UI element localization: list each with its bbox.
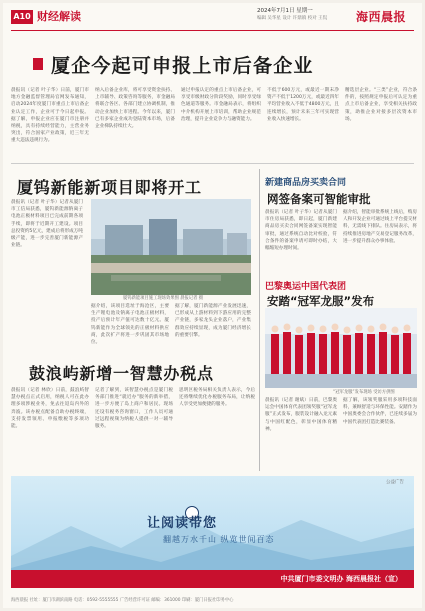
side1-col2: 据介绍，智能审批系统上线后，购房人和开发企业可通过线上平台提交材料，无需线下排队。住房局表示，将持续推进房地产交易登记服务改革，进一步提升群众办事体验。 [343,210,417,244]
divider [11,163,414,164]
article3-col3: 思明区税务局相关负责人表示，今后还将继续优化办税服务布局，让纳税人享受更加便捷的服务。 [179,388,255,408]
ad-band [11,570,414,588]
date: 2024年7月1日 星期一 [257,8,313,14]
article2-title: 厦钨新能新项目即将开工 [17,178,202,197]
article1-col5: 精选层企业。“三类”企业，符合条件的，按照规定申报后可认定为重点上市后备企业，享受相关扶持政策，助推企业对接多层次资本市场。 [345,88,417,122]
column-divider [259,169,260,471]
ad-subtitle: 翻越万水千山 纵览世间百态 [163,535,275,544]
side2-photo-caption: “冠军龙服”发布现场 受访方供图 [333,390,395,395]
side2-col1: 晨报讯（记者 谢斌）日前，巴黎奥运会中国体育代表团领奖服“冠军龙服”正式发布，服装设计融入龙元素与中国红配色，彰显中国体育精神。 [265,398,337,432]
article2-photo-caption: 厦钨新能项目施工现场效果图 晨报记者 摄 [123,296,204,301]
article2-col2: 据介绍，该项目选址于海沧区，主要生产锂电池及钠离子电池正极材料，投产后预计年产值可达数十亿元。厦钨新能作为全球领先的正极材料供应商，此次扩产将进一步巩固其市场地位。 [91,304,169,346]
side2-col2: 据了解，该领奖服采用多项科技面料，兼顾舒适与环保性能。安踏作为中国奥委会合作伙伴，已连续多届为中国代表团打造比赛装备。 [343,398,417,425]
editors: 编辑 吴华星 设计 许鼎镇 校对 王侃 [257,16,328,21]
side2-title: 安踏“冠军龙服”发布 [267,294,375,308]
article2-col3: 据了解，厦门新能源产业发展迅速，已形成从上游材料到下游应用的完整产业链，多家龙头企业落户，产业集群效应持续显现，成为厦门经济增长的重要引擎。 [175,304,251,338]
article1-col4: 不低于600万元，或最近一期末净资产不低于1200万元，或最近四年平均营业收入不低于4800万元，且连续增长，预计未来三年可实现营业收入快速增长。 [267,88,339,122]
ad-title: 让阅读带您 [147,516,218,531]
side2-kicker: 巴黎奥运中国代表团 [265,282,347,292]
article1-col3: 通过申报认定的重点上市后备企业，可享受市级财政分阶段奖励，同时享受绿色通道等服务。市金融局表示，将组织中介机构开展上市培训，帮助企业规范治理，提升企业竞争力与融资能力。 [181,88,261,122]
article3-col2: 记者了解到，该智慧办税点是厦门税务部门推进“就近办”服务的新举措，进一步方便了岛上商户和居民。现场还设有税务咨询窗口，工作人员可通过远程视频为纳税人提供一对一辅导服务。 [95,388,173,430]
article3-col1: 晨报讯（记者 林欣）日前，鼓浪屿智慧办税点正式启用，纳税人可在此办理多项涉税业务，免去往返岛内外的奔波。该办税点配备自助办税终端，支持发票领用、申报缴税等多项功能。 [11,388,89,430]
section-title: 财经解读 [37,10,81,23]
brand-logo: 海西晨报 [356,10,407,24]
article1-col2: 纳入后备企业库，将可享受资金扶持、上市辅导、政策咨询等服务，市金融局将联合各区、各部门建立协调机制，推动企业加快上市进程。今年以来，厦门已有多家企业成功登陆资本市场，后备企业梯队持续壮大。 [95,88,175,130]
public-service-ad [11,476,414,588]
side1-title: 网签备案可智能审批 [267,192,371,206]
article2-col1: 晨报讯（记者 叶子华）记者从厦门市工信局获悉，厦钨新能源钠离子电池正极材料项目已完成前期各项手续，即将于近期开工建设。项目总投资约5亿元，建成后将形成万吨级产能，进一步完善厦门新能源产业链。 [11,200,83,249]
article1-title: 厦企今起可申报上市后备企业 [51,55,314,77]
article1-col1: 晨报讯（记者 叶子华）日前，厦门市地方金融监督管理局官网发布通知，启动2024年度厦门市重点上市后备企业认定工作，企业可于今日起申报。据了解，申报企业应在厦门市注册并纳税，具有持续经营能力，主营业务突出，符合国家产业政策，近三年无重大违法违规行为。 [11,88,89,144]
uniform-launch-photo [265,308,417,388]
page-footer: 海西晨报 社址：厦门市湖滨南路 电话：0592-5555555 广告经营许可证 邮编：361000 印刷：厦门日报社印务中心 [11,598,234,603]
side1-col1: 晨报讯（记者 叶子华）记者从厦门市住房局获悉，即日起，厦门新建商品房买卖合同网签备案实现智能审批，通过系统自动比对校验，符合条件的备案申请可即时办结，大幅缩短办理时间。 [265,210,337,252]
header-rule [11,30,414,31]
side1-kicker: 新建商品房买卖合同 [265,178,347,188]
page-header [3,3,422,31]
headline-marker [33,58,43,70]
construction-photo [91,199,251,295]
ad-label: 公益广告 [386,480,404,485]
page-number: A10 [11,10,33,24]
article3-title: 鼓浪屿新增一智慧办税点 [29,364,214,383]
newspaper-page [3,3,422,608]
ad-sponsor: 中共厦门市委文明办 海西晨报社（宣） [280,575,402,583]
